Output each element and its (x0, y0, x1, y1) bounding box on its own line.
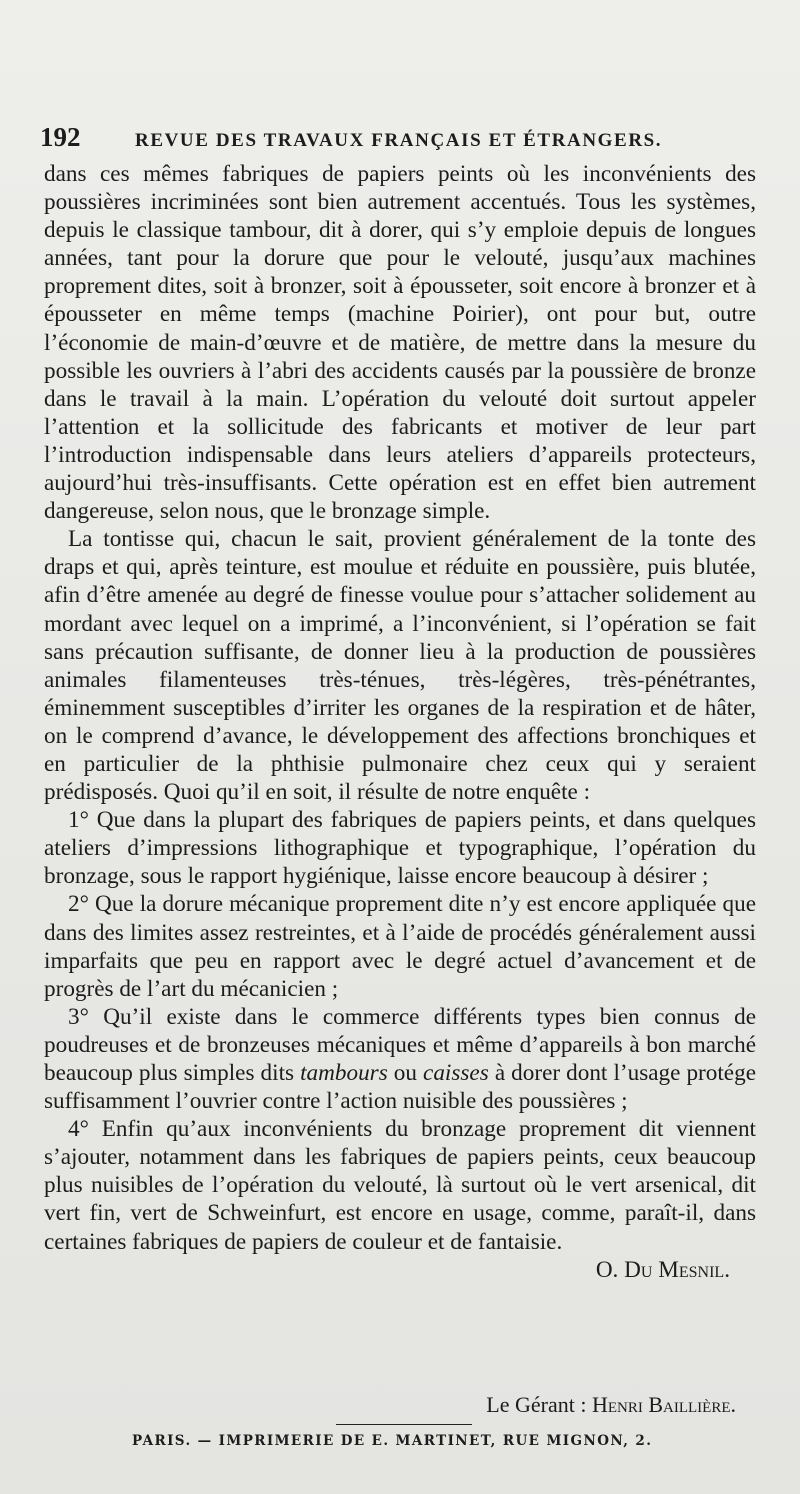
running-title: REVUE DES TRAVAUX FRANÇAIS ET ÉTRANGERS. (135, 130, 663, 151)
emphasis-tambours: tambours (300, 1060, 388, 1086)
conclusion-item-4: 4° Enfin qu’aux inconvénients du bronzage proprement dit viennent s’ajouter, notamment dans les fabriques de papiers peints, ceux beaucoup plus nuisibles de l’opération du velouté, là surtout où le vert arsenical, dit vert fin, vert de Schweinfurt, est encore en usage, comme, paraît-il, dans certaines fabriques de papiers de couleur et de fantaisie. (44, 1116, 756, 1255)
page-number: 192 (40, 122, 81, 152)
author-initial: O. (595, 1256, 625, 1283)
printer-imprint: PARIS. — IMPRIMERIE DE E. MARTINET, RUE MIGNON, 2. (132, 1433, 653, 1449)
body-text (44, 160, 756, 1284)
emphasis-caisses: caisses (423, 1060, 489, 1086)
gerant-label: Le Gérant : (486, 1392, 592, 1417)
author-signature (44, 1256, 756, 1284)
page-header (40, 122, 740, 153)
gerant-name: Henri Baillière. (591, 1392, 736, 1417)
conclusion-item-2: 2° Que la dorure mécanique proprement dite n’y est encore appliquée que dans des limites assez restreintes, et à l’aide de procédés généralement aussi imparfaits que peu en rapport avec le degré actuel d’avancement et de progrès de l’art du mécanicien ; (44, 891, 756, 1002)
conclusion-item-3-text: 3° Qu’il existe dans le commerce différents types bien connus de poudreuses et de bronzeuses mécaniques et même d’appareils à bon marché beaucoup plus simples dits (44, 1003, 756, 1086)
conclusion-item-1: 1° Que dans la plupart des fabriques de papiers peints, et dans quelques ateliers d’impressions lithographique et typographique, l’opération du bronzage, sous le rapport hygiénique, laisse encore beaucoup à désirer ; (44, 807, 756, 890)
conclusion-item-3 (44, 1003, 756, 1115)
paragraph-tontisse: La tontisse qui, chacun le sait, provient généralement de la tonte des draps et qui, après teinture, est moulue et réduite en poussière, puis blutée, afin d’être amenée au degré de finesse voulue pour s’attacher solidement au mordant avec lequel on a imprimé, a l’inconvénient, si l’opération se fait sans précaution suffisante, de donner lieu à la production de poussières animales filamenteuses très-ténues, très-légères, très-pénétrantes, éminemment susceptibles d’irriter les organes de la respiration et de hâter, on le comprend d’avance, le développement des affections bronchiques et en particulier de la phthisie pulmonaire chez ceux qui y seraient prédisposés. Quoi qu’il en soit, il résulte de notre enquête : (44, 526, 756, 806)
conclusion-item-3-text: à dorer dont l’usage protége suffisamment l’ouvrier contre l’action nuisible des poussières ; (44, 1060, 756, 1115)
conclusion-item-3-text: ou (387, 1060, 424, 1086)
gerant-line (486, 1391, 736, 1419)
footer-rule (336, 1424, 472, 1425)
paragraph-continuation: dans ces mêmes fabriques de papiers peints où les inconvénients des poussières incriminées sont bien autrement accentués. Tous les systèmes, depuis le classique tambour, dit à dorer, qui s’y emploie depuis de longues années, tant pour la dorure que pour le velouté, jusqu’aux machines proprement dites, soit à bronzer, soit à épousseter, soit encore à bronzer et à épousseter en même temps (machine Poirier), ont pour but, outre l’économie de main-d’œuvre et de matière, de mettre dans la mesure du possible les ouvriers à l’abri des accidents causés par la poussière de bronze dans le travail à la main. L’opération du velouté doit surtout appeler l’attention et la sollicitude des fabricants et motiver de leur part l’introduction indispensable dans leurs ateliers d’appareils protecteurs, aujourd’hui très-insuffisants. Cette opération est en effet bien autrement dangereuse, selon nous, que le bronzage simple. (44, 161, 756, 525)
author-name: Du Mesnil. (624, 1256, 730, 1283)
